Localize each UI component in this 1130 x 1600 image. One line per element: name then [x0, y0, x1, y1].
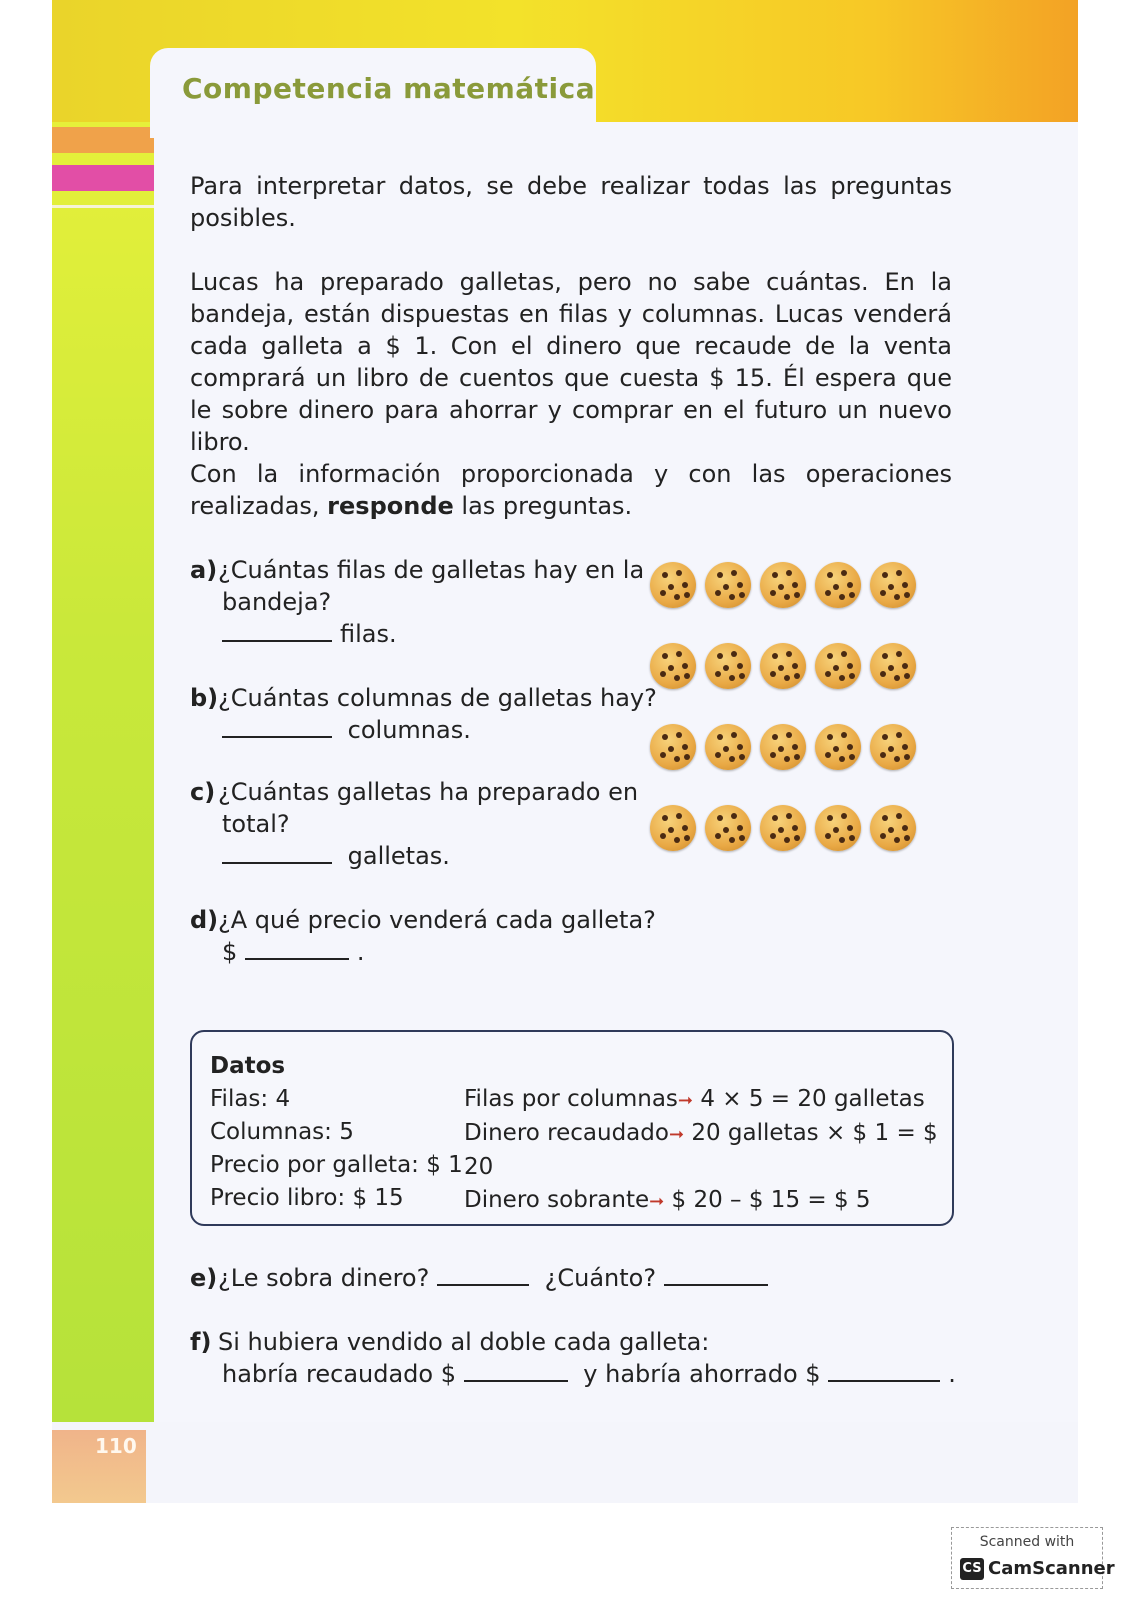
cookie-row	[650, 643, 950, 689]
data-item: Precio libro: $ 15	[210, 1185, 404, 1211]
answer-blank-c[interactable]	[222, 840, 332, 864]
camscanner-logo-icon: CS	[960, 1558, 984, 1580]
operation-value: $ 20 – $ 15 = $ 5	[671, 1187, 871, 1213]
question-f: f) Si hubiera vendido al doble cada galleta: habría recaudado $ y habría ahorrado $ .	[190, 1328, 956, 1388]
cookie-icon	[870, 643, 916, 689]
story-paragraph: Lucas ha preparado galletas, pero no sabe cuántas. En la bandeja, están dispuestas en filas y columnas. Lucas venderá cada galleta a $ 1. Con el dinero que recaude de la venta comprará un libro de cuentos que cuesta $ 15. Él espera que le sobre dinero para ahorrar y comprar en el futuro un nuevo libro.	[190, 268, 952, 456]
cookie-icon	[870, 805, 916, 851]
answer-blank-f2[interactable]	[828, 1358, 940, 1382]
cookie-icon	[815, 724, 861, 770]
operation-value: 4 × 5 = 20 galletas	[700, 1086, 925, 1112]
question-a: a)¿Cuántas filas de galletas hay en la bandeja? filas.	[190, 556, 645, 648]
cookie-icon	[815, 562, 861, 608]
answer-blank-d[interactable]	[245, 936, 349, 960]
cookie-row	[650, 805, 950, 851]
question-d: d)¿A qué precio venderá cada galleta? $ .	[190, 906, 656, 966]
data-item: Precio por galleta: $ 1	[210, 1152, 463, 1178]
answer-blank-a[interactable]	[222, 618, 332, 642]
cookie-icon	[815, 643, 861, 689]
cookie-icon	[760, 724, 806, 770]
cookie-icon	[650, 724, 696, 770]
cookie-tray	[650, 562, 950, 886]
data-right-column	[464, 1083, 952, 1218]
intro-paragraph: Para interpretar datos, se debe realizar todas las preguntas posibles.	[190, 172, 952, 232]
answer-blank-e1[interactable]	[437, 1262, 529, 1286]
question-e: e)¿Le sobra dinero? ¿Cuánto?	[190, 1262, 776, 1294]
cookie-icon	[705, 724, 751, 770]
arrow-icon: ➞	[649, 1191, 665, 1212]
operation-label: Dinero sobrante	[464, 1187, 650, 1213]
question-c: c) ¿Cuántas galletas ha preparado en total? galletas.	[190, 778, 639, 870]
instruction-paragraph: Con la información proporcionada y con las operaciones realizadas, responde las preguntas.	[190, 460, 952, 520]
cookie-icon	[650, 562, 696, 608]
operation-value: 20 galletas × $ 1 = $ 20	[464, 1120, 938, 1180]
answer-blank-b[interactable]	[222, 714, 332, 738]
left-color-band	[52, 122, 154, 1422]
cookie-icon	[870, 562, 916, 608]
arrow-icon: ➞	[668, 1124, 685, 1145]
cookie-icon	[705, 805, 751, 851]
cookie-icon	[815, 805, 861, 851]
scanner-watermark: Scanned with CS CamScanner	[951, 1527, 1103, 1589]
cookie-icon	[705, 643, 751, 689]
pink-stripe	[52, 165, 154, 191]
answer-blank-f1[interactable]	[464, 1358, 568, 1382]
cookie-icon	[650, 643, 696, 689]
data-title: Datos	[210, 1053, 286, 1079]
cookie-icon	[705, 562, 751, 608]
arrow-icon: ➞	[677, 1090, 694, 1111]
orange-stripe	[52, 127, 154, 153]
cookie-icon	[870, 724, 916, 770]
cookie-row	[650, 724, 950, 770]
data-item: Columnas: 5	[210, 1119, 354, 1145]
page-number: 110	[95, 1434, 137, 1458]
answer-blank-e2[interactable]	[664, 1262, 768, 1286]
data-box	[190, 1030, 954, 1226]
data-left-column	[210, 1050, 463, 1215]
operation-label: Filas por columnas	[464, 1086, 678, 1112]
question-b: b)¿Cuántas columnas de galletas hay? columnas.	[190, 684, 657, 744]
data-item: Filas: 4	[210, 1086, 291, 1112]
stripe-divider	[52, 205, 154, 208]
cookie-row	[650, 562, 950, 608]
cookie-icon	[760, 562, 806, 608]
cookie-icon	[760, 805, 806, 851]
cookie-icon	[650, 805, 696, 851]
operation-label: Dinero recaudado	[464, 1120, 669, 1146]
cookie-icon	[760, 643, 806, 689]
section-title: Competencia matemática	[182, 72, 596, 105]
